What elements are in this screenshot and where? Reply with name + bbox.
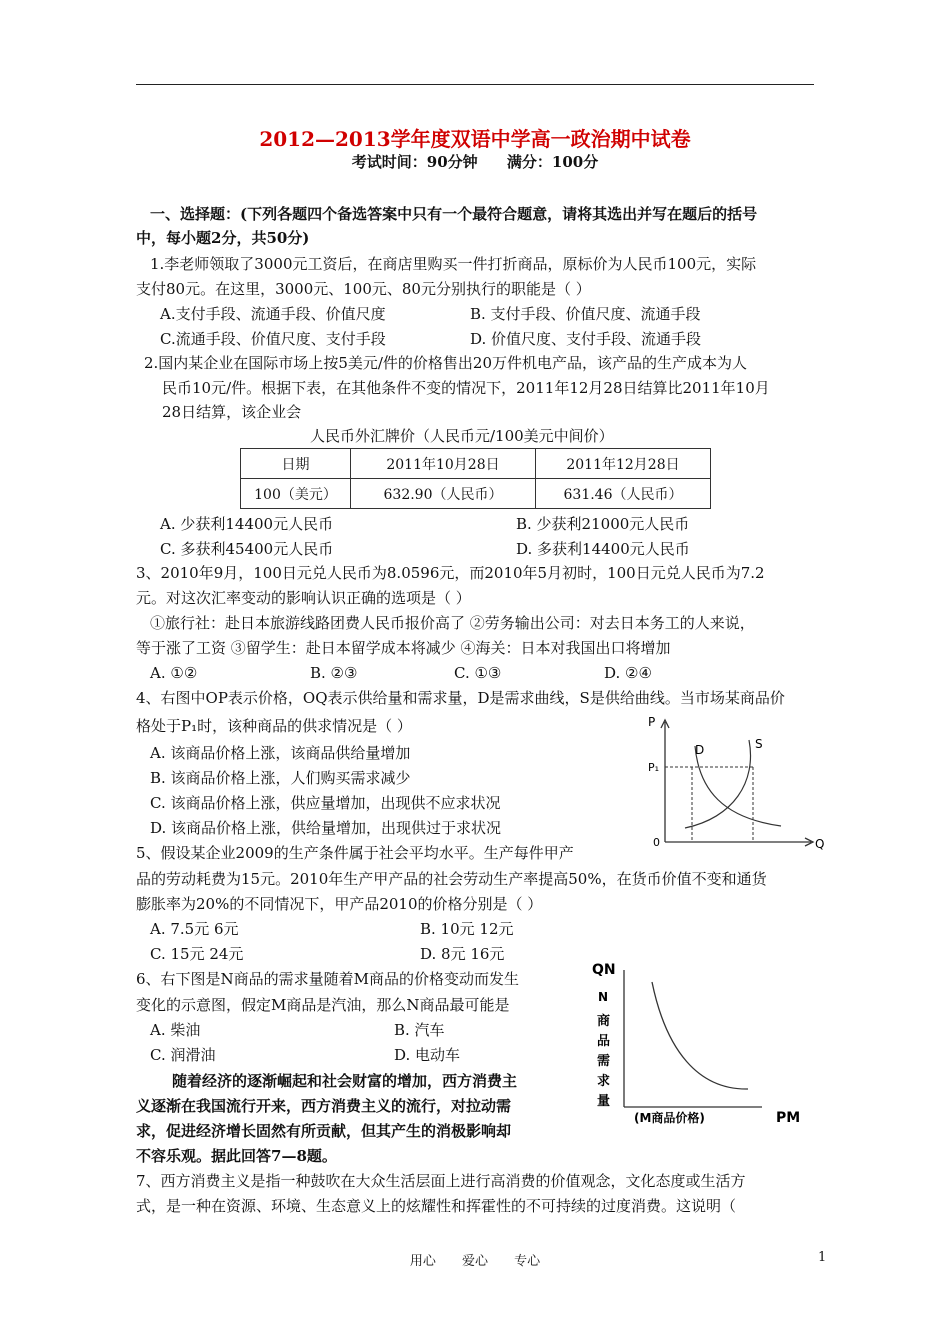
q4-option-d: D. 该商品价格上涨，供给量增加，出现供过于求状况 — [150, 819, 502, 837]
y-axis-char: 品 — [597, 1034, 611, 1049]
supply-label: S — [755, 737, 763, 751]
q1-option-b: B. 支付手段、价值尺度、流通手段 — [470, 305, 701, 323]
table-cell: 632.90（人民币） — [351, 479, 536, 509]
q3-stem-line1: 3、2010年9月，100日元兑人民币为8.0596元，而2010年5月初时，100日元兑人民币为7.2 — [136, 564, 765, 582]
q1-stem-line1: 1.李老师领取了3000元工资后，在商店里购买一件打折商品，原标价为人民币100元，实际 — [150, 255, 757, 273]
demand-curve — [695, 746, 781, 826]
supply-demand-graph — [645, 710, 830, 856]
q3-option-b: B. ②③ — [310, 664, 358, 682]
q7-stem-line2: 式，是一种在资源、环境、生态意义上的炫耀性和挥霍性的不可持续的过度消费。这说明（ — [136, 1197, 737, 1215]
q5-option-c: C. 15元 24元 — [150, 945, 244, 963]
q6-option-c: C. 润滑油 — [150, 1046, 216, 1064]
table-header-cell: 日期 — [241, 449, 351, 479]
p1-label: P₁ — [648, 761, 660, 774]
y-axis-char: 求 — [597, 1074, 611, 1089]
q2-option-a: A. 少获利14400元人民币 — [160, 515, 334, 533]
q6-stem-line1: 6、右下图是N商品的需求量随着M商品的价格变动而发生 — [136, 970, 520, 988]
q3-stem-line2: 元。对这次汇率变动的影响认识正确的选项是（ ） — [136, 589, 471, 607]
price-axis-label: P — [648, 715, 656, 729]
q5-option-b: B. 10元 12元 — [420, 920, 514, 938]
q1-option-c: C.流通手段、价值尺度、支付手段 — [160, 330, 386, 348]
x-axis-label: (M商品价格) — [634, 1111, 705, 1125]
q2-stem-line2: 民币10元/件。根据下表，在其他条件不变的情况下，2011年12月28日结算比2011年10月 — [162, 379, 770, 397]
qn-label: QN — [592, 962, 616, 978]
exchange-rate-table — [240, 448, 711, 509]
footer-word: 爱心 — [461, 1254, 488, 1269]
footer-word: 专心 — [514, 1254, 541, 1269]
q2-option-b: B. 少获利21000元人民币 — [516, 515, 690, 533]
passage-line4: 不容乐观。据此回答7—8题。 — [136, 1147, 337, 1165]
y-axis-char: 商 — [597, 1014, 611, 1029]
table-header-row — [241, 449, 711, 479]
header-rule — [136, 84, 814, 85]
y-axis-char: 需 — [597, 1054, 611, 1069]
q2-table-caption: 人民币外汇牌价（人民币元/100美元中间价） — [310, 427, 614, 445]
q6-option-a: A. 柴油 — [150, 1021, 201, 1039]
q4-option-b: B. 该商品价格上涨，人们购买需求减少 — [150, 769, 411, 787]
exam-time: 考试时间：90分钟 — [351, 153, 478, 171]
q6-stem-line2: 变化的示意图，假定M商品是汽油，那么N商品最可能是 — [136, 996, 510, 1014]
q4-stem-line2: 格处于P₁时，该种商品的供求情况是（ ） — [136, 717, 412, 735]
q4-option-c: C. 该商品价格上涨，供应量增加，出现供不应求状况 — [150, 794, 501, 812]
q1-option-a: A.支付手段、流通手段、价值尺度 — [160, 305, 386, 323]
q2-option-c: C. 多获利45400元人民币 — [160, 540, 334, 558]
q6-option-d: D. 电动车 — [394, 1046, 461, 1064]
pm-label: PM — [776, 1110, 801, 1126]
q5-stem-line1: 5、假设某企业2009的生产条件属于社会平均水平。生产每件甲产 — [136, 844, 574, 862]
q1-option-d: D. 价值尺度、支付手段、流通手段 — [470, 330, 702, 348]
q7-stem-line1: 7、西方消费主义是指一种鼓吹在大众生活层面上进行高消费的价值观念，文化态度或生活方 — [136, 1172, 746, 1190]
section-heading-line2: 中，每小题2分，共50分) — [136, 229, 310, 247]
demand-label: D — [695, 743, 705, 757]
origin-label: 0 — [653, 836, 660, 849]
q3-stem-line4: 等于涨了工资 ③留学生：赴日本留学成本将减少 ④海关：日本对我国出口将增加 — [136, 639, 671, 657]
table-cell: 631.46（人民币） — [536, 479, 711, 509]
exam-title: 2012—2013学年度双语中学高一政治期中试卷 — [259, 127, 691, 151]
exam-score: 满分：100分 — [506, 153, 599, 171]
q4-stem-line1: 4、右图中OP表示价格，OQ表示供给量和需求量，D是需求曲线，S是供给曲线。当市场某商品价 — [136, 689, 785, 707]
q5-stem-line3: 膨胀率为20%的不同情况下，甲产品2010的价格分别是（ ） — [136, 895, 543, 913]
section-heading-line1: 一、选择题：(下列各题四个备选答案中只有一个最符合题意，请将其选出并写在题后的括号 — [150, 205, 758, 223]
table-header-cell: 2011年10月28日 — [351, 449, 536, 479]
exam-info — [0, 151, 950, 172]
y-axis-char: 量 — [597, 1094, 611, 1109]
q5-option-a: A. 7.5元 6元 — [150, 920, 239, 938]
q2-option-d: D. 多获利14400元人民币 — [516, 540, 690, 558]
page-number: 1 — [818, 1250, 827, 1265]
passage-line1: 随着经济的逐渐崛起和社会财富的增加，西方消费主 — [172, 1072, 518, 1090]
table-row — [241, 479, 711, 509]
n-demand-graph — [580, 952, 830, 1132]
passage-line3: 求，促进经济增长固然有所贡献，但其产生的消极影响却 — [136, 1122, 512, 1140]
table-cell: 100（美元） — [241, 479, 351, 509]
footer-word: 用心 — [409, 1254, 436, 1269]
page-footer — [0, 1250, 950, 1269]
q4-option-a: A. 该商品价格上涨，该商品供给量增加 — [150, 744, 411, 762]
table-header-cell: 2011年12月28日 — [536, 449, 711, 479]
q6-option-b: B. 汽车 — [394, 1021, 445, 1039]
n-label: N — [598, 990, 609, 1004]
q2-stem-line1: 2.国内某企业在国际市场上按5美元/件的价格售出20万件机电产品，该产品的生产成本为人 — [144, 354, 747, 372]
quantity-axis-label: Q — [815, 837, 825, 851]
q2-stem-line3: 28日结算，该企业会 — [162, 403, 302, 421]
q5-option-d: D. 8元 16元 — [420, 945, 505, 963]
q1-stem-line2: 支付80元。在这里，3000元、100元、80元分别执行的职能是（ ） — [136, 280, 591, 298]
q3-option-d: D. ②④ — [604, 664, 652, 682]
n-demand-curve — [652, 982, 748, 1089]
q3-option-a: A. ①② — [150, 664, 198, 682]
q5-stem-line2: 品的劳动耗费为15元。2010年生产甲产品的社会劳动生产率提高50%，在货币价值不变和通货 — [136, 870, 767, 888]
q3-option-c: C. ①③ — [454, 664, 502, 682]
q3-stem-line3: ①旅行社：赴日本旅游线路团费人民币报价高了 ②劳务输出公司：对去日本务工的人来说， — [150, 614, 755, 632]
passage-line2: 义逐渐在我国流行开来，西方消费主义的流行，对拉动需 — [136, 1097, 512, 1115]
